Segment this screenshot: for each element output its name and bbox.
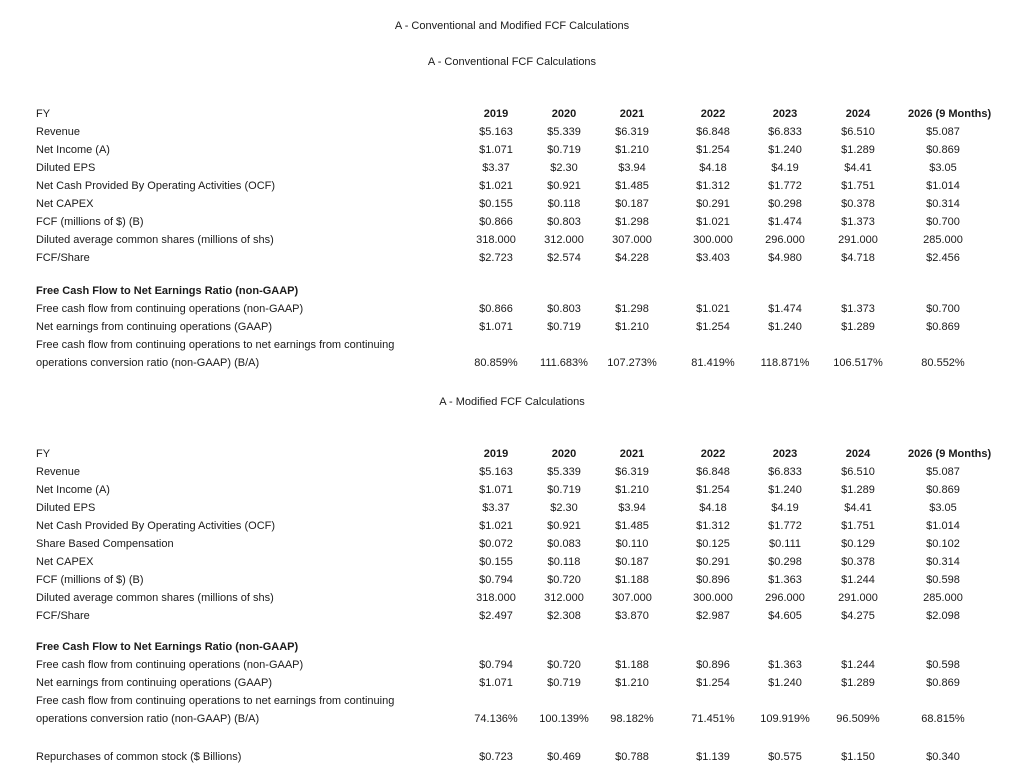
modified-row-cell: $1.071 (479, 484, 513, 496)
conventional-row-cell: $1.021 (696, 216, 730, 228)
modified-row-cell: $4.41 (844, 502, 872, 514)
modified-row-cell: $0.720 (547, 574, 581, 586)
modified-row-cell: $3.94 (618, 502, 646, 514)
modified-row-cell: $0.869 (926, 484, 960, 496)
conventional-row-label: FCF (millions of $) (B) (36, 216, 144, 228)
conventional-row-cell: $0.378 (841, 198, 875, 210)
modified-row-cell: $0.111 (768, 538, 801, 550)
conventional-ratio-fcf-row (0, 303, 1024, 321)
modified-row-cell: 312.000 (544, 592, 584, 604)
modified-row-cell: $0.083 (547, 538, 581, 550)
modified-row-cell: $0.155 (479, 556, 513, 568)
modified-ratio-fcf-row-cell: $0.720 (547, 659, 581, 671)
conventional-title: A - Conventional FCF Calculations (427, 56, 597, 68)
conventional-year-header-label: FY (36, 108, 51, 120)
modified-ratio-conv-row-label: operations conversion ratio (non-GAAP) (B/A) (36, 713, 260, 725)
modified-ratio-fcf-row-cell: $0.794 (479, 659, 513, 671)
conventional-ratio-fcf-row-cell: $0.700 (926, 303, 960, 315)
modified-row-cell: $5.087 (926, 466, 960, 478)
modified-row-cell: $0.118 (547, 556, 581, 568)
conventional-row-cell: $0.803 (547, 216, 581, 228)
conventional-ratio-conv-row-cell: 80.552% (921, 357, 965, 369)
modified-year-header-cell: 2026 (9 Months) (908, 448, 992, 460)
conventional-row-cell: $4.41 (844, 162, 872, 174)
modified-row-cell: $5.339 (547, 466, 581, 478)
repurchases-row-cell: $0.723 (479, 751, 513, 763)
modified-row-cell: 300.000 (693, 592, 733, 604)
modified-row-label: Share Based Compensation (36, 538, 174, 550)
conventional-row (0, 180, 1024, 198)
modified-year-header-cell: 2024 (845, 448, 871, 460)
modified-year-header (0, 448, 1024, 466)
repurchases-row (0, 751, 1024, 769)
conventional-row-cell: $0.298 (768, 198, 802, 210)
modified-row-label: FCF/Share (36, 610, 90, 622)
conventional-row-cell: $2.574 (547, 252, 581, 264)
conventional-row-cell: $2.723 (479, 252, 513, 264)
conventional-ratio-earnings-row-cell: $1.254 (696, 321, 730, 333)
conventional-ratio-fcf-row-cell: $0.866 (479, 303, 513, 315)
modified-row-cell: 296.000 (765, 592, 805, 604)
modified-row-cell: $1.254 (696, 484, 730, 496)
conventional-ratio-conv-label-1-label: Free cash flow from continuing operations to net earnings from continuing (36, 339, 395, 351)
modified-row-cell: $6.510 (841, 466, 875, 478)
conventional-row-cell: $4.19 (771, 162, 799, 174)
conventional-row-cell: $0.869 (926, 144, 960, 156)
modified-row-cell: $6.319 (615, 466, 649, 478)
modified-row-cell: 318.000 (476, 592, 516, 604)
conventional-row (0, 144, 1024, 162)
repurchases-row-label: Repurchases of common stock ($ Billions) (36, 751, 242, 763)
conventional-ratio-fcf-row-cell: $0.803 (547, 303, 581, 315)
conventional-ratio-conv-row-cell: 107.273% (607, 357, 657, 369)
conventional-row-cell: 300.000 (693, 234, 733, 246)
conventional-row-cell: $1.014 (926, 180, 960, 192)
modified-row (0, 502, 1024, 520)
modified-year-header-label: FY (36, 448, 51, 460)
conventional-year-header (0, 108, 1024, 126)
conventional-row (0, 216, 1024, 234)
conventional-ratio-conv-row-cell: 81.419% (691, 357, 735, 369)
modified-ratio-earnings-row-cell: $1.210 (615, 677, 649, 689)
modified-row (0, 574, 1024, 592)
modified-ratio-earnings-row-cell: $1.240 (768, 677, 802, 689)
conventional-row-cell: $0.187 (615, 198, 649, 210)
modified-row-cell: $4.19 (771, 502, 799, 514)
conventional-row-label: Revenue (36, 126, 81, 138)
modified-year-header-cell: 2019 (483, 448, 509, 460)
modified-row-cell: $3.37 (482, 502, 510, 514)
modified-row (0, 592, 1024, 610)
conventional-row-cell: $4.228 (615, 252, 649, 264)
modified-row-cell: $1.312 (696, 520, 730, 532)
conventional-ratio-earnings-row (0, 321, 1024, 339)
modified-row-cell: $0.598 (926, 574, 960, 586)
conventional-ratio-fcf-row-cell: $1.474 (768, 303, 802, 315)
conventional-ratio-conv-row-label: operations conversion ratio (non-GAAP) (B/A) (36, 357, 260, 369)
modified-ratio-earnings-row-cell: $0.869 (926, 677, 960, 689)
modified-row-cell: 285.000 (923, 592, 963, 604)
conventional-year-header-cell: 2021 (619, 108, 645, 120)
conventional-row-cell: $6.833 (768, 126, 802, 138)
modified-row-label: Net Cash Provided By Operating Activities (OCF) (36, 520, 276, 532)
modified-row-label: Net Income (A) (36, 484, 110, 496)
modified-row-cell: $6.848 (696, 466, 730, 478)
conventional-ratio-earnings-row-cell: $0.869 (926, 321, 960, 333)
modified-ratio-earnings-row (0, 677, 1024, 695)
modified-row-label: Revenue (36, 466, 81, 478)
modified-row-cell: $0.187 (615, 556, 649, 568)
modified-row (0, 538, 1024, 556)
modified-row-cell: $2.308 (547, 610, 581, 622)
modified-row-cell: $1.485 (615, 520, 649, 532)
modified-row-cell: $0.298 (768, 556, 802, 568)
modified-row-label: Diluted EPS (36, 502, 96, 514)
conventional-ratio-conv-row-cell: 80.859% (474, 357, 518, 369)
conventional-row-cell: $4.980 (768, 252, 802, 264)
conventional-row-cell: $3.94 (618, 162, 646, 174)
conventional-row-cell: $1.240 (768, 144, 802, 156)
modified-row-cell: $0.314 (926, 556, 960, 568)
modified-ratio-fcf-row-cell: $0.598 (926, 659, 960, 671)
modified-ratio-conv-row (0, 713, 1024, 731)
modified-row-cell: $1.210 (615, 484, 649, 496)
modified-ratio-conv-row-cell: 100.139% (539, 713, 589, 725)
modified-ratio-fcf-row-cell: $1.188 (615, 659, 649, 671)
conventional-row-label: FCF/Share (36, 252, 90, 264)
conventional-row-cell: 296.000 (765, 234, 805, 246)
modified-row-cell: $0.896 (696, 574, 730, 586)
conventional-year-header-cell: 2020 (551, 108, 577, 120)
modified-year-header-cell: 2022 (700, 448, 726, 460)
modified-ratio-heading (0, 641, 1024, 659)
modified-row-cell: $2.30 (550, 502, 578, 514)
modified-row-cell: $5.163 (479, 466, 513, 478)
conventional-row-cell: $0.155 (479, 198, 513, 210)
conventional-row-cell: $4.18 (699, 162, 727, 174)
conventional-row-cell: $5.163 (479, 126, 513, 138)
conventional-year-header-cell: 2019 (483, 108, 509, 120)
modified-row-cell: $2.497 (479, 610, 513, 622)
modified-ratio-fcf-row-label: Free cash flow from continuing operations (non-GAAP) (36, 659, 304, 671)
repurchases-row-cell: $0.469 (547, 751, 581, 763)
conventional-row (0, 198, 1024, 216)
conventional-ratio-conv-row-cell: 118.871% (760, 357, 810, 369)
conventional-row-cell: $2.456 (926, 252, 960, 264)
conventional-row (0, 252, 1024, 270)
modified-row-cell: $6.833 (768, 466, 802, 478)
conventional-row-cell: $0.719 (547, 144, 581, 156)
repurchases-row-cell: $0.340 (926, 751, 960, 763)
conventional-row-cell: $1.474 (768, 216, 802, 228)
conventional-row-cell: $0.921 (547, 180, 581, 192)
modified-row-cell: $1.772 (768, 520, 802, 532)
modified-ratio-earnings-row-cell: $1.289 (841, 677, 875, 689)
modified-row-cell: $1.021 (479, 520, 513, 532)
conventional-ratio-conv-row-cell: 111.683% (540, 357, 588, 369)
modified-row-cell: $0.102 (926, 538, 960, 550)
conventional-row-cell: $1.772 (768, 180, 802, 192)
conventional-row-label: Net Cash Provided By Operating Activities (OCF) (36, 180, 276, 192)
conventional-row-cell: 291.000 (838, 234, 878, 246)
repurchases-row-cell: $0.575 (768, 751, 802, 763)
conventional-row-cell: $0.118 (547, 198, 581, 210)
conventional-row-cell: $1.021 (479, 180, 513, 192)
modified-row (0, 466, 1024, 484)
conventional-row (0, 126, 1024, 144)
modified-ratio-heading-label: Free Cash Flow to Net Earnings Ratio (non-GAAP) (36, 641, 299, 653)
modified-ratio-earnings-row-label: Net earnings from continuing operations (GAAP) (36, 677, 273, 689)
conventional-row-cell: 285.000 (923, 234, 963, 246)
conventional-row-cell: 312.000 (544, 234, 584, 246)
modified-ratio-fcf-row (0, 659, 1024, 677)
modified-year-header-cell: 2021 (619, 448, 645, 460)
conventional-row-cell: $1.312 (696, 180, 730, 192)
modified-ratio-conv-row-cell: 68.815% (921, 713, 965, 725)
modified-row-label: Diluted average common shares (millions of shs) (36, 592, 274, 604)
conventional-ratio-fcf-row-cell: $1.373 (841, 303, 875, 315)
modified-row-cell: $0.794 (479, 574, 513, 586)
conventional-row-cell: 318.000 (476, 234, 516, 246)
conventional-row-cell: $1.485 (615, 180, 649, 192)
conventional-ratio-earnings-row-label: Net earnings from continuing operations (GAAP) (36, 321, 273, 333)
conventional-row-cell: $0.700 (926, 216, 960, 228)
conventional-ratio-conv-row-cell: 106.517% (833, 357, 883, 369)
modified-year-header-cell: 2023 (772, 448, 798, 460)
modified-row-cell: $4.605 (768, 610, 802, 622)
conventional-row-cell: $6.848 (696, 126, 730, 138)
conventional-row-cell: $1.751 (841, 180, 875, 192)
conventional-ratio-conv-label-1 (0, 339, 1024, 357)
conventional-row-cell: $4.718 (841, 252, 875, 264)
modified-row-cell: $1.363 (768, 574, 802, 586)
modified-row-cell: $1.188 (615, 574, 649, 586)
conventional-row-cell: $5.339 (547, 126, 581, 138)
modified-row-cell: $1.240 (768, 484, 802, 496)
conventional-ratio-conv-row (0, 357, 1024, 375)
conventional-row-label: Net Income (A) (36, 144, 110, 156)
modified-ratio-earnings-row-cell: $1.254 (696, 677, 730, 689)
modified-row-cell: $1.289 (841, 484, 875, 496)
modified-row-cell: $0.129 (841, 538, 875, 550)
modified-row-cell: 291.000 (838, 592, 878, 604)
modified-row-label: Net CAPEX (36, 556, 94, 568)
modified-year-header-cell: 2020 (551, 448, 577, 460)
modified-ratio-fcf-row-cell: $1.363 (768, 659, 802, 671)
modified-ratio-fcf-row-cell: $1.244 (841, 659, 875, 671)
modified-ratio-conv-row-cell: 98.182% (610, 713, 654, 725)
modified-ratio-earnings-row-cell: $0.719 (547, 677, 581, 689)
modified-row-cell: $4.275 (841, 610, 875, 622)
conventional-year-header-cell: 2022 (700, 108, 726, 120)
conventional-ratio-fcf-row-label: Free cash flow from continuing operations (non-GAAP) (36, 303, 304, 315)
conventional-ratio-earnings-row-cell: $1.071 (479, 321, 513, 333)
conventional-ratio-heading (0, 285, 1024, 303)
conventional-row-label: Diluted average common shares (millions of shs) (36, 234, 274, 246)
modified-title: A - Modified FCF Calculations (439, 396, 585, 408)
modified-ratio-conv-row-cell: 74.136% (474, 713, 518, 725)
modified-row-cell: $1.244 (841, 574, 875, 586)
modified-row-cell: $0.125 (696, 538, 730, 550)
modified-row-cell: $3.870 (615, 610, 649, 622)
conventional-row-cell: $3.37 (482, 162, 510, 174)
conventional-row-cell: $1.373 (841, 216, 875, 228)
conventional-row-cell: $3.05 (929, 162, 957, 174)
conventional-row-cell: $1.210 (615, 144, 649, 156)
modified-row (0, 520, 1024, 538)
modified-ratio-conv-row-cell: 71.451% (691, 713, 735, 725)
conventional-row-cell: 307.000 (612, 234, 652, 246)
conventional-year-header-cell: 2023 (772, 108, 798, 120)
conventional-row-cell: $1.289 (841, 144, 875, 156)
conventional-year-header-cell: 2026 (9 Months) (908, 108, 992, 120)
conventional-ratio-earnings-row-cell: $1.210 (615, 321, 649, 333)
conventional-row-cell: $5.087 (926, 126, 960, 138)
conventional-row-label: Net CAPEX (36, 198, 94, 210)
modified-row-cell: $1.014 (926, 520, 960, 532)
conventional-row (0, 234, 1024, 252)
conventional-row (0, 162, 1024, 180)
conventional-ratio-earnings-row-cell: $1.289 (841, 321, 875, 333)
conventional-ratio-heading-label: Free Cash Flow to Net Earnings Ratio (non-GAAP) (36, 285, 299, 297)
modified-row (0, 610, 1024, 628)
modified-row-cell: $0.719 (547, 484, 581, 496)
modified-row-cell: $1.751 (841, 520, 875, 532)
modified-row-cell: $2.098 (926, 610, 960, 622)
repurchases-row-cell: $0.788 (615, 751, 649, 763)
modified-row-label: FCF (millions of $) (B) (36, 574, 144, 586)
conventional-ratio-fcf-row-cell: $1.021 (696, 303, 730, 315)
conventional-year-header-cell: 2024 (845, 108, 871, 120)
conventional-row-cell: $6.510 (841, 126, 875, 138)
modified-row-cell: $3.05 (929, 502, 957, 514)
conventional-row-cell: $3.403 (696, 252, 730, 264)
conventional-ratio-fcf-row-cell: $1.298 (615, 303, 649, 315)
modified-ratio-conv-label-1 (0, 695, 1024, 713)
modified-row-cell: 307.000 (612, 592, 652, 604)
conventional-row-cell: $0.314 (926, 198, 960, 210)
conventional-row-label: Diluted EPS (36, 162, 96, 174)
conventional-ratio-earnings-row-cell: $1.240 (768, 321, 802, 333)
modified-ratio-conv-label-1-label: Free cash flow from continuing operations to net earnings from continuing (36, 695, 395, 707)
conventional-row-cell: $0.866 (479, 216, 513, 228)
modified-ratio-conv-row-cell: 109.919% (760, 713, 810, 725)
main-title: A - Conventional and Modified FCF Calculations (394, 20, 630, 32)
conventional-row-cell: $1.071 (479, 144, 513, 156)
conventional-row-cell: $6.319 (615, 126, 649, 138)
modified-ratio-earnings-row-cell: $1.071 (479, 677, 513, 689)
modified-row (0, 484, 1024, 502)
modified-row-cell: $4.18 (699, 502, 727, 514)
modified-row-cell: $0.110 (615, 538, 649, 550)
conventional-row-cell: $0.291 (696, 198, 730, 210)
repurchases-row-cell: $1.139 (696, 751, 730, 763)
modified-row-cell: $0.291 (696, 556, 730, 568)
conventional-ratio-earnings-row-cell: $0.719 (547, 321, 581, 333)
modified-row (0, 556, 1024, 574)
conventional-row-cell: $1.298 (615, 216, 649, 228)
conventional-row-cell: $2.30 (550, 162, 578, 174)
modified-row-cell: $2.987 (696, 610, 730, 622)
modified-row-cell: $0.921 (547, 520, 581, 532)
conventional-row-cell: $1.254 (696, 144, 730, 156)
modified-ratio-fcf-row-cell: $0.896 (696, 659, 730, 671)
modified-ratio-conv-row-cell: 96.509% (836, 713, 880, 725)
modified-row-cell: $0.378 (841, 556, 875, 568)
modified-row-cell: $0.072 (479, 538, 513, 550)
repurchases-row-cell: $1.150 (841, 751, 875, 763)
